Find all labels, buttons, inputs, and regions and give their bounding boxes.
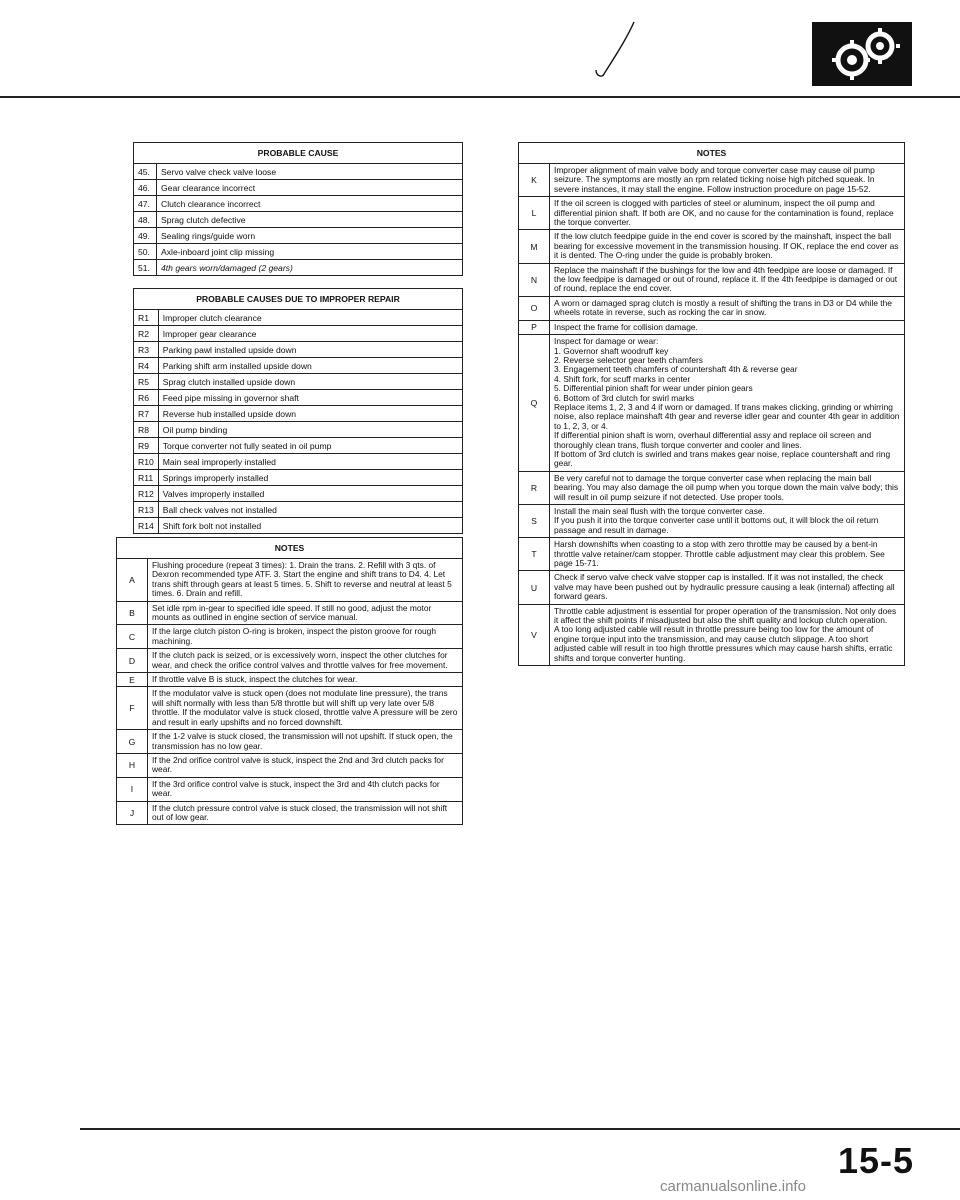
row-code: C bbox=[117, 625, 148, 649]
transmission-section-logo bbox=[812, 22, 912, 86]
row-code: R3 bbox=[134, 342, 159, 358]
table-row bbox=[134, 180, 463, 196]
note-row bbox=[519, 230, 905, 263]
row-text: If the large clutch piston O-ring is broken, inspect the piston groove for rough machining. bbox=[148, 625, 463, 649]
row-code: 49. bbox=[134, 228, 157, 244]
row-code: R8 bbox=[134, 422, 159, 438]
table-row bbox=[134, 438, 463, 454]
row-code: R12 bbox=[134, 486, 159, 502]
row-code: D bbox=[117, 649, 148, 673]
row-code: B bbox=[117, 601, 148, 625]
row-text: Replace the mainshaft if the bushings for the low and 4th feedpipe are loose or damaged. If the low feedpipe is damaged or out of round, replace it. If the 4th feedpipe is damaged or out of round, replace the end cover. bbox=[550, 263, 905, 296]
row-text: Throttle cable adjustment is essential for proper operation of the transmission. Not only does it affect the shift points if misadjusted but also the shift quality and lockup clutch operation. A too long adjusted cable will result in throttle pressure being too low for the amount of engine torque input into the transmission, and may cause clutch slippage. A too short adjusted cable will result in too high throttle pressures which may cause harsh shifts, erratic shifts and torque converter hunting. bbox=[550, 604, 905, 665]
row-text: If the modulator valve is stuck open (does not modulate line pressure), the trans will shift normally with less than 5/8 throttle but will shift up very late over 5/8 throttle. If the modulator valve is stuck closed, throttle valve A pressure will be zero and result in early upshifts and no forced downshift. bbox=[148, 687, 463, 730]
probable-cause-table bbox=[133, 142, 463, 276]
table-row bbox=[134, 326, 463, 342]
row-text: Reverse hub installed upside down bbox=[158, 406, 462, 422]
note-row bbox=[117, 625, 463, 649]
note-row bbox=[117, 687, 463, 730]
note-row bbox=[117, 649, 463, 673]
watermark-text: carmanualsonline.info bbox=[660, 1178, 806, 1195]
row-text: Servo valve check valve loose bbox=[157, 164, 463, 180]
note-row bbox=[117, 601, 463, 625]
row-text: If the clutch pack is seized, or is excessively worn, inspect the other clutches for wear, and check the orifice control valves and throttle valves for free movement. bbox=[148, 649, 463, 673]
row-text: If throttle valve B is stuck, inspect the clutches for wear. bbox=[148, 673, 463, 687]
row-text: Sprag clutch installed upside down bbox=[158, 374, 462, 390]
row-text: A worn or damaged sprag clutch is mostly a result of shifting the trans in D3 or D4 while the wheels rotate in reverse, such as rocking the car in snow. bbox=[550, 296, 905, 320]
row-code: R11 bbox=[134, 470, 159, 486]
row-text: Gear clearance incorrect bbox=[157, 180, 463, 196]
row-text: Clutch clearance incorrect bbox=[157, 196, 463, 212]
note-row bbox=[519, 471, 905, 504]
pen-stroke-mark bbox=[590, 20, 640, 80]
table-row bbox=[134, 518, 463, 534]
row-code: R1 bbox=[134, 310, 159, 326]
table-row bbox=[134, 422, 463, 438]
row-code: 47. bbox=[134, 196, 157, 212]
row-text: Harsh downshifts when coasting to a stop with zero throttle may be caused by a bent-in throttle valve retainer/cam stopper. Throttle cable adjustment may clear this problem. See page 15-71. bbox=[550, 538, 905, 571]
row-code: L bbox=[519, 197, 550, 230]
note-row bbox=[519, 538, 905, 571]
row-text: Feed pipe missing in governor shaft bbox=[158, 390, 462, 406]
row-code: 51. bbox=[134, 260, 157, 276]
row-text: Torque converter not fully seated in oil pump bbox=[158, 438, 462, 454]
note-row bbox=[117, 777, 463, 801]
table-row bbox=[134, 212, 463, 228]
row-code: P bbox=[519, 320, 550, 334]
note-row bbox=[519, 296, 905, 320]
row-code: U bbox=[519, 571, 550, 604]
row-code: G bbox=[117, 730, 148, 754]
row-text: Ball check valves not installed bbox=[158, 502, 462, 518]
note-row bbox=[117, 559, 463, 602]
row-text: If the clutch pressure control valve is stuck closed, the transmission will not shift out of low gear. bbox=[148, 801, 463, 825]
row-text: Inspect for damage or wear: 1. Governor shaft woodruff key 2. Reverse selector gear teeth chamfers 3. Engagement teeth chamfers of countershaft 4th & reverse gear 4. Shift fork, for scuff marks in center 5. Differential pinion shaft for wear under pinion gears 6. Bottom of 3rd clutch for swirl marks Replace items 1, 2, 3 and 4 if worn or damaged. If trans makes clicking, grinding or whirring noise, also replace mainshaft 4th gear and reverse idler gear and counter 4th gear in addition to 1, 2, 3, or 4. If differential pinion shaft is worn, overhaul differential assy and replace oil screen and thoroughly clean trans, flush torque converter and cooler and lines. If bottom of 3rd clutch is swirled and trans makes gear noise, replace countershaft and ring gear. bbox=[550, 335, 905, 472]
row-code: S bbox=[519, 505, 550, 538]
row-text: Springs improperly installed bbox=[158, 470, 462, 486]
row-text: If the low clutch feedpipe guide in the end cover is scored by the mainshaft, inspect the ball bearing for excessive movement in the transmission housing. If OK, replace the end cover as it is dented. The O-ring under the guide is probably broken. bbox=[550, 230, 905, 263]
row-text: 4th gears worn/damaged (2 gears) bbox=[157, 260, 463, 276]
row-code: E bbox=[117, 673, 148, 687]
row-code: R7 bbox=[134, 406, 159, 422]
row-text: If the 1-2 valve is stuck closed, the transmission will not upshift. If stuck open, the transmission has no low gear. bbox=[148, 730, 463, 754]
note-row bbox=[117, 753, 463, 777]
row-text: Parking pawl installed upside down bbox=[158, 342, 462, 358]
gear-icon bbox=[812, 22, 912, 86]
row-code: Q bbox=[519, 335, 550, 472]
row-code: A bbox=[117, 559, 148, 602]
table-row bbox=[134, 390, 463, 406]
row-text: Set idle rpm in-gear to specified idle speed. If still no good, adjust the motor mounts as outlined in engine section of service manual. bbox=[148, 601, 463, 625]
note-row bbox=[117, 730, 463, 754]
row-text: Install the main seal flush with the torque converter case. If you push it into the torque converter case until it bottoms out, it will block the oil return passage and result in damage. bbox=[550, 505, 905, 538]
row-text: Inspect the frame for collision damage. bbox=[550, 320, 905, 334]
note-row bbox=[519, 604, 905, 665]
row-text: Sealing rings/guide worn bbox=[157, 228, 463, 244]
row-text: Improper gear clearance bbox=[158, 326, 462, 342]
row-code: O bbox=[519, 296, 550, 320]
row-text: If the 3rd orifice control valve is stuck, inspect the 3rd and 4th clutch packs for wear. bbox=[148, 777, 463, 801]
note-row bbox=[519, 335, 905, 472]
row-text: Main seal improperly installed bbox=[158, 454, 462, 470]
table-row bbox=[134, 486, 463, 502]
notes-right-header: NOTES bbox=[519, 143, 905, 164]
note-row bbox=[519, 164, 905, 197]
row-code: R5 bbox=[134, 374, 159, 390]
row-code: V bbox=[519, 604, 550, 665]
row-code: R bbox=[519, 471, 550, 504]
row-code: N bbox=[519, 263, 550, 296]
table-row bbox=[134, 310, 463, 326]
table-row bbox=[134, 502, 463, 518]
row-code: T bbox=[519, 538, 550, 571]
note-row bbox=[519, 505, 905, 538]
row-text: Check if servo valve check valve stopper cap is installed. If it was not installed, the check valve may have been pushed out by hydraulic pressure causing a leak (internal) affecting all forward gears. bbox=[550, 571, 905, 604]
note-row bbox=[117, 673, 463, 687]
row-text: Valves improperly installed bbox=[158, 486, 462, 502]
notes-left-table bbox=[116, 537, 463, 825]
row-text: Improper alignment of main valve body and torque converter case may cause oil pump seizure. The symptoms are mostly an rpm related ticking noise high pitched squeak. In severe instances, it may stall the engine. Follow instruction procedure on page 15-52. bbox=[550, 164, 905, 197]
probable-cause-header: PROBABLE CAUSE bbox=[134, 143, 463, 164]
page-number: 15-5 bbox=[838, 1140, 915, 1181]
row-code: 48. bbox=[134, 212, 157, 228]
row-code: 46. bbox=[134, 180, 157, 196]
row-code: K bbox=[519, 164, 550, 197]
table-row bbox=[134, 406, 463, 422]
table-row bbox=[134, 164, 463, 180]
note-row bbox=[117, 801, 463, 825]
table-row bbox=[134, 196, 463, 212]
row-text: If the oil screen is clogged with particles of steel or aluminum, inspect the oil pump and differential pinion shaft. If both are OK, and no cause for the contamination is found, replace the torque converter. bbox=[550, 197, 905, 230]
row-text: Oil pump binding bbox=[158, 422, 462, 438]
row-text: Sprag clutch defective bbox=[157, 212, 463, 228]
row-code: H bbox=[117, 753, 148, 777]
row-code: R14 bbox=[134, 518, 159, 534]
row-text: Axle-inboard joint clip missing bbox=[157, 244, 463, 260]
row-text: Parking shift arm installed upside down bbox=[158, 358, 462, 374]
row-code: R10 bbox=[134, 454, 159, 470]
table-row bbox=[134, 358, 463, 374]
row-code: 45. bbox=[134, 164, 157, 180]
notes-right-table bbox=[518, 142, 905, 666]
row-code: R2 bbox=[134, 326, 159, 342]
header-rule bbox=[0, 96, 960, 98]
table-row bbox=[134, 342, 463, 358]
row-text: Be very careful not to damage the torque converter case when replacing the main ball bearing. You may also damage the oil pump when you torque down the main valve body; this will result in oil pump seizure if not detected. Use proper tools. bbox=[550, 471, 905, 504]
note-row bbox=[519, 320, 905, 334]
row-code: R9 bbox=[134, 438, 159, 454]
row-text: Improper clutch clearance bbox=[158, 310, 462, 326]
note-row bbox=[519, 263, 905, 296]
row-code: I bbox=[117, 777, 148, 801]
table-row bbox=[134, 454, 463, 470]
row-code: F bbox=[117, 687, 148, 730]
improper-repair-table bbox=[133, 288, 463, 534]
row-code: J bbox=[117, 801, 148, 825]
row-text: If the 2nd orifice control valve is stuck, inspect the 2nd and 3rd clutch packs for wear. bbox=[148, 753, 463, 777]
notes-left-header: NOTES bbox=[117, 538, 463, 559]
row-code: 50. bbox=[134, 244, 157, 260]
footer-rule bbox=[80, 1128, 960, 1130]
row-text: Shift fork bolt not installed bbox=[158, 518, 462, 534]
table-row bbox=[134, 470, 463, 486]
row-code: R4 bbox=[134, 358, 159, 374]
row-code: R6 bbox=[134, 390, 159, 406]
row-code: R13 bbox=[134, 502, 159, 518]
table-row bbox=[134, 260, 463, 276]
note-row bbox=[519, 197, 905, 230]
note-row bbox=[519, 571, 905, 604]
table-row bbox=[134, 244, 463, 260]
table-row bbox=[134, 228, 463, 244]
row-code: M bbox=[519, 230, 550, 263]
table-row bbox=[134, 374, 463, 390]
improper-repair-header: PROBABLE CAUSES DUE TO IMPROPER REPAIR bbox=[134, 289, 463, 310]
row-text: Flushing procedure (repeat 3 times): 1. Drain the trans. 2. Refill with 3 qts. of Dexron recommended type ATF. 3. Start the engine and shift trans to D4. 4. Let trans shift through gears at least 5 times. 5. Shift to reverse and neutral at least 5 times. 6. Drain and refill. bbox=[148, 559, 463, 602]
